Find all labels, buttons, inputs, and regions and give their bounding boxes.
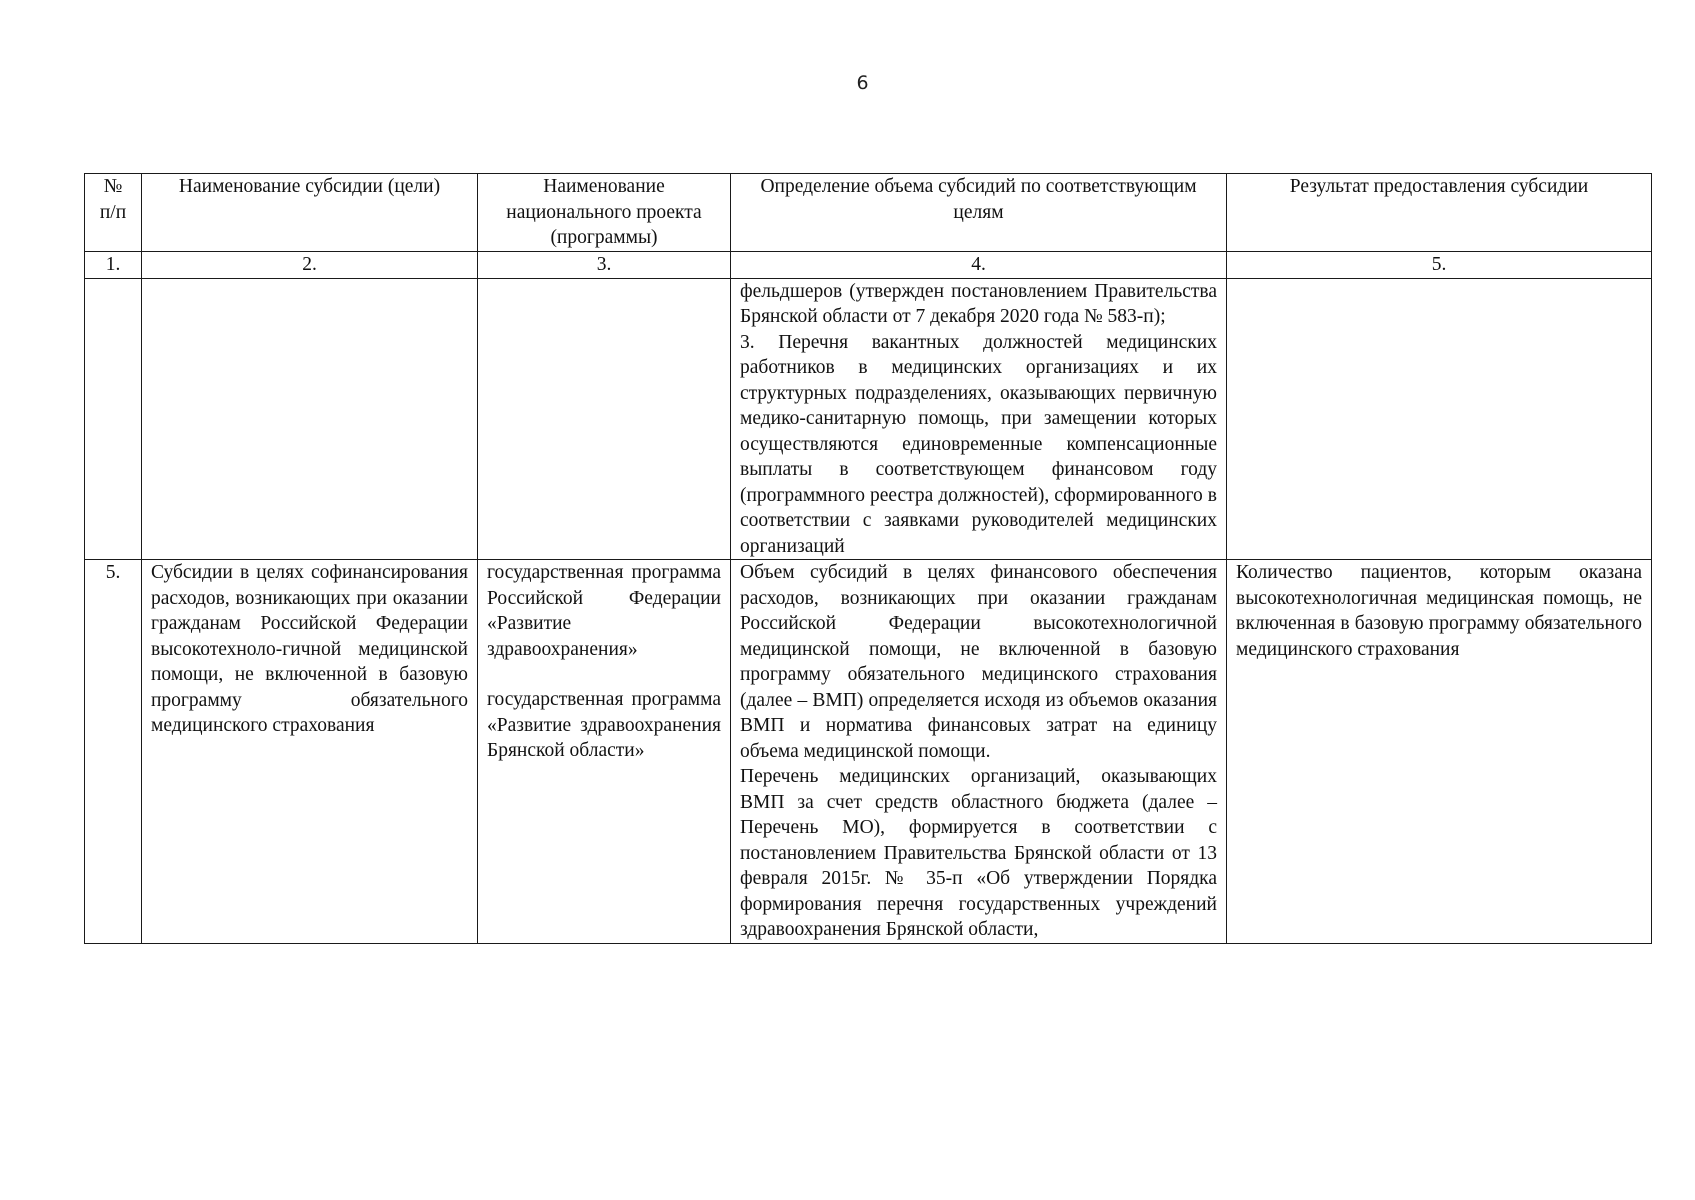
header-number: № п/п xyxy=(85,174,142,252)
cell-volume-definition xyxy=(731,560,1227,944)
cell-empty xyxy=(142,278,478,560)
paragraph: фельдшеров (утвержден постановлением Правительства Брянской области от 7 декабря 2020 года № 583-п); xyxy=(740,280,1217,327)
cell-subsidy-name: Субсидии в целях софинансирования расходов, возникающих при оказании гражданам Российской Федерации высокотехноло-гичной медицинской помощи, не включенной в базовую программу обязательного медицинского страхования xyxy=(142,560,478,944)
paragraph: государственная программа Российской Федерации «Развитие здравоохранения» xyxy=(487,562,721,660)
column-number: 5. xyxy=(1227,251,1652,278)
cell-empty xyxy=(85,278,142,560)
page-number: 6 xyxy=(856,72,869,94)
column-number: 4. xyxy=(731,251,1227,278)
table-row xyxy=(85,560,1652,944)
header-subsidy-name: Наименование субсидии (цели) xyxy=(142,174,478,252)
header-result: Результат предоставления субсидии xyxy=(1227,174,1652,252)
column-number: 3. xyxy=(478,251,731,278)
cell-row-number: 5. xyxy=(85,560,142,944)
column-number-row xyxy=(85,251,1652,278)
paragraph: Перечень медицинских организаций, оказывающих ВМП за счет средств областного бюджета (далее – Перечень МО), формируется в соответствии с постановлением Правительства Брянской области от 13 февраля 2015г. № 35-п «Об утверждении Порядка формирования перечня государственных учреждений здравоохранения Брянской области, xyxy=(740,766,1217,940)
cell-volume-definition xyxy=(731,278,1227,560)
table-header-row xyxy=(85,174,1652,252)
cell-project-name xyxy=(478,560,731,944)
header-project-name: Наименование национального проекта (программы) xyxy=(478,174,731,252)
paragraph: государственная программа «Развитие здравоохранения Брянской области» xyxy=(487,689,721,761)
paragraph: 3. Перечня вакантных должностей медицинских работников в медицинских организациях и их структурных подразделениях, оказывающих первичную медико-санитарную помощь, при замещении которых осуществляются единовременные компенсационные выплаты в соответствующем финансовом году (программного реестра должностей), сформированного в соответствии с заявками руководителей медицинских организаций xyxy=(740,331,1217,557)
header-volume-definition: Определение объема субсидий по соответствующим целям xyxy=(731,174,1227,252)
cell-result: Количество пациентов, которым оказана высокотехнологичная медицинская помощь, не включенная в базовую программу обязательного медицинского страхования xyxy=(1227,560,1652,944)
paragraph: Объем субсидий в целях финансового обеспечения расходов, возникающих при оказании гражданам Российской Федерации высокотехнологичной медицинской помощи, не включенной в базовую программу обязательного медицинского страхования (далее – ВМП) определяется исходя из объемов оказания ВМП и норматива финансовых затрат на единицу объема медицинской помощи. xyxy=(740,562,1217,762)
column-number: 1. xyxy=(85,251,142,278)
cell-empty xyxy=(1227,278,1652,560)
column-number: 2. xyxy=(142,251,478,278)
cell-empty xyxy=(478,278,731,560)
subsidy-table xyxy=(84,173,1652,944)
table-row xyxy=(85,278,1652,560)
